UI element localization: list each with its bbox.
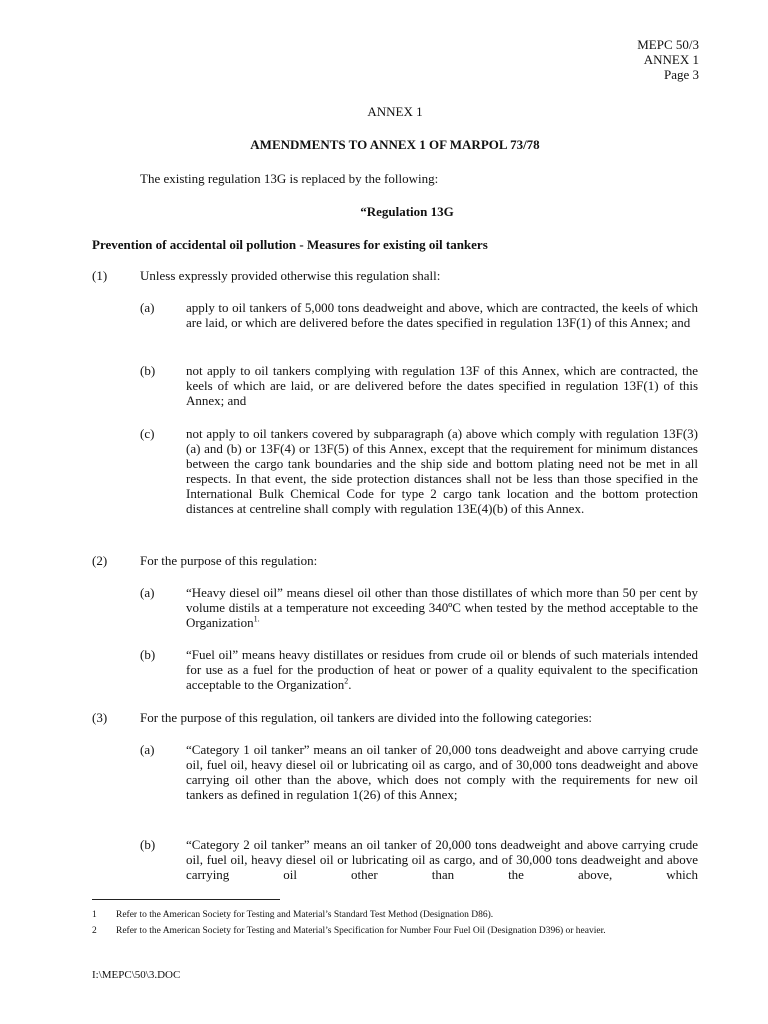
item-text xyxy=(186,585,698,630)
paragraph-lead: For the purpose of this regulation: xyxy=(140,553,318,568)
document-title: AMENDMENTS TO ANNEX 1 OF MARPOL 73/78 xyxy=(250,137,540,152)
footnote-number: 1 xyxy=(92,910,97,920)
item-letter: (b) xyxy=(140,363,156,378)
paragraph-number: (1) xyxy=(92,268,108,283)
intro-text: The existing regulation 13G is replaced by the following: xyxy=(140,171,439,186)
item-letter: (a) xyxy=(140,585,155,600)
footnote-ref: 2 xyxy=(344,676,349,686)
footnote-ref: 1. xyxy=(253,614,260,624)
item-letter: (c) xyxy=(140,426,155,441)
item-text-body: “Fuel oil” means heavy distillates or residues from crude oil or blends of such materials intended for use as a fuel for the production of heat or power of a quality equivalent to the specification acceptable to the Organization xyxy=(186,647,698,692)
header-page: Page 3 xyxy=(663,67,699,82)
paragraph-number: (2) xyxy=(92,553,108,568)
item-letter: (b) xyxy=(140,837,156,852)
file-path-footer: I:\MEPC\50\3.DOC xyxy=(92,969,181,981)
item-text: “Category 2 oil tanker” means an oil tanker of 20,000 tons deadweight and above carrying crude oil, fuel oil, heavy diesel oil or lubricating oil as cargo, and of 30,000 tons deadweight and above carrying oil other than the above, which xyxy=(186,837,698,882)
page-header xyxy=(637,37,699,82)
regulation-heading: “Regulation 13G xyxy=(360,204,454,219)
item-text: not apply to oil tankers complying with regulation 13F of this Annex, which are contracted, the keels of which are laid, or are delivered before the dates specified in regulation 13F(1) of this Annex; and xyxy=(186,363,698,408)
item-text: not apply to oil tankers covered by subparagraph (a) above which comply with regulation 13F(3)(a) and (b) or 13F(4) or 13F(5) of this Annex, except that the requirement for minimum distances between the cargo tank boundaries and the ship side and bottom plating need not be met in all respects. In that event, the side protection distances shall not be less than those specified in the International Bulk Chemical Code for type 2 cargo tank location and the bottom protection distances at centreline shall comply with regulation 13E(4)(b) of this Annex. xyxy=(186,426,698,516)
annex-title: ANNEX 1 xyxy=(367,104,423,119)
item-text: apply to oil tankers of 5,000 tons deadweight and above, which are contracted, the keels of which are laid, or which are delivered before the dates specified in regulation 13F(1) of this Annex; and xyxy=(186,300,698,330)
item-letter: (a) xyxy=(140,742,155,757)
footnote-text: Refer to the American Society for Testing and Material’s Specification for Number Four Fuel Oil (Designation D396) or heavier. xyxy=(116,926,606,936)
header-doc-ref: MEPC 50/3 xyxy=(637,37,699,52)
footnote-separator xyxy=(92,899,280,900)
item-letter: (b) xyxy=(140,647,156,662)
paragraph-lead: Unless expressly provided otherwise this regulation shall: xyxy=(140,268,441,283)
item-text-body: “Heavy diesel oil” means diesel oil other than those distillates of which more than 50 per cent by volume distils at a temperature not exceeding 340ºC when tested by the method acceptable to the Organization xyxy=(186,585,698,630)
item-text-tail: . xyxy=(348,677,352,692)
header-annex: ANNEX 1 xyxy=(643,52,699,67)
item-text xyxy=(186,647,698,692)
section-heading: Prevention of accidental oil pollution - Measures for existing oil tankers xyxy=(92,237,488,252)
paragraph-lead: For the purpose of this regulation, oil tankers are divided into the following categories: xyxy=(140,710,593,725)
footnote-number: 2 xyxy=(92,926,97,936)
item-text: “Category 1 oil tanker” means an oil tanker of 20,000 tons deadweight and above carrying crude oil, fuel oil, heavy diesel oil or lubricating oil as cargo, and of 30,000 tons deadweight and above carrying oil other than the above, which does not comply with the requirements for new oil tankers as defined in regulation 1(26) of this Annex; xyxy=(186,742,698,802)
footnote-text: Refer to the American Society for Testing and Material’s Standard Test Method (Designation D86). xyxy=(116,910,494,920)
paragraph-number: (3) xyxy=(92,710,108,725)
item-letter: (a) xyxy=(140,300,155,315)
